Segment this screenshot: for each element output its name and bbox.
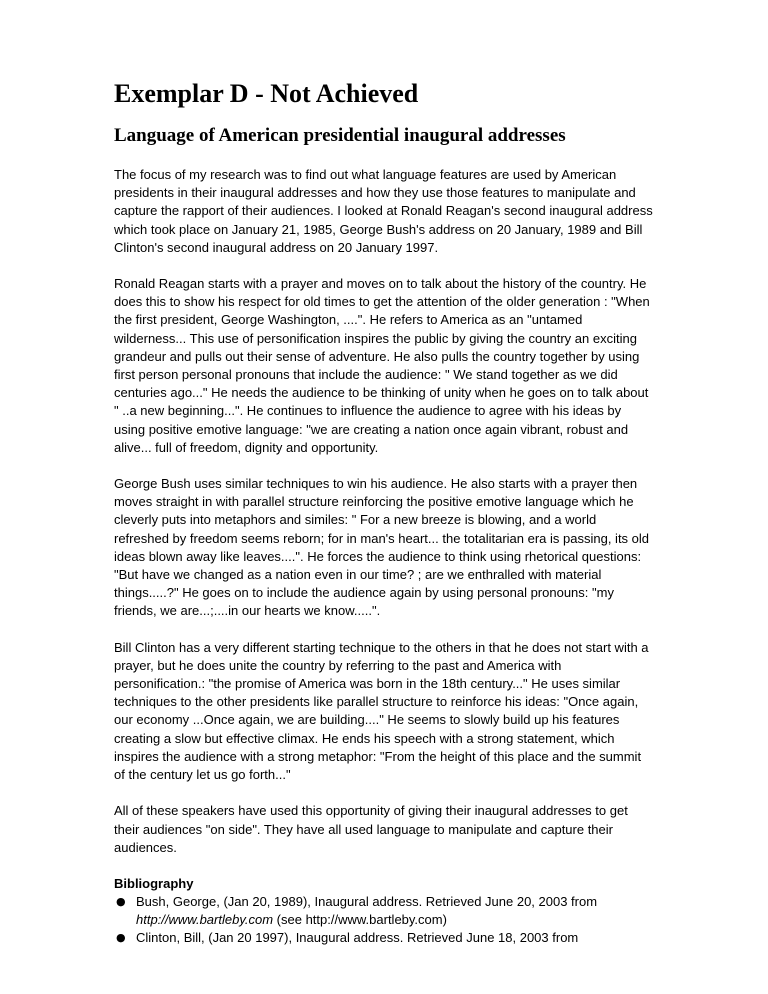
paragraph-bush: George Bush uses similar techniques to win his audience. He also starts with a prayer then moves straight in with parallel structure reinforcing the positive emotive language which he cleverly puts into metaphors and similes: " For a new breeze is blowing, and a world refreshed by freedom seems reborn; for in man's heart... the totalitarian era is passing, its old ideas blown away like leaves....". He forces the audience to think using rhetorical questions: "But have we changed as a nation even in our time? ; are we enthralled with material things.....?" He goes on to include the audience again by using personal pronouns: "my friends, we are...;....in our hearts we know.....". [114, 476, 650, 619]
bibliography-entry-note: (see http://www.bartleby.com) [276, 911, 447, 927]
bibliography-entry-text: Bush, George, (Jan 20, 1989), Inaugural address. Retrieved June 20, 2003 from [136, 893, 598, 909]
bibliography-entry-text: Clinton, Bill, (Jan 20 1997), Inaugural address. Retrieved June 18, 2003 from [136, 929, 579, 945]
bibliography-entry [114, 929, 654, 947]
bullet-icon: ● [116, 930, 126, 944]
bibliography-section [114, 875, 654, 947]
bullet-icon: ● [116, 894, 126, 908]
bibliography-list [114, 893, 654, 947]
document-body [114, 78, 654, 947]
bibliography-entry [114, 893, 654, 929]
document-subtitle: Language of American presidential inaugural addresses [114, 125, 566, 146]
bibliography-heading: Bibliography [114, 875, 194, 891]
bibliography-entry-url: http://www.bartleby.com [136, 911, 274, 927]
document-title: Exemplar D - Not Achieved [114, 79, 419, 108]
paragraph-conclusion: All of these speakers have used this opportunity of giving their inaugural addresses to get their audiences "on side". They have all used language to manipulate and capture their audiences. [114, 803, 628, 855]
paragraph-clinton: Bill Clinton has a very different starting technique to the others in that he does not start with a prayer, but he does unite the country by referring to the past and America with personification.: "the promise of America was born in the 18th century..." He uses similar techniques to the other presidents like parallel structure to reinforce his ideas: "Once again, our economy ...Once again, we are building...." He seems to slowly build up his features creating a slow but effective climax. He ends his speech with a strong statement, which inspires the audience with a strong metaphor: "From the height of this place and the summit of the century let us go forth..." [114, 639, 649, 783]
paragraph-introduction: The focus of my research was to find out what language features are used by American presidents in their inaugural addresses and how they use those features to manipulate and capture the rapport of their audiences. I looked at Ronald Reagan's second inaugural address which took place on January 21, 1985, George Bush's address on 20 January, 1989 and Bill Clinton's second inaugural address on 20 January 1997. [114, 167, 653, 255]
paragraph-reagan: Ronald Reagan starts with a prayer and moves on to talk about the history of the country. He does this to show his respect for old times to get the attention of the older generation : "When the first president, George Washington, ....". He refers to America as an "untamed wilderness... This use of personification inspires the public by giving the country an exciting grandeur and pulls out their sense of adventure. He also pulls the country together by using first person personal pronouns that include the audience: " We stand together as we did centuries ago..." He needs the audience to be thinking of unity when he goes on to talk about " ..a new beginning...". He continues to influence the audience to agree with his ideas by using positive emotive language: "we are creating a nation once again vibrant, robust and alive... full of freedom, dignity and opportunity. [114, 276, 650, 455]
